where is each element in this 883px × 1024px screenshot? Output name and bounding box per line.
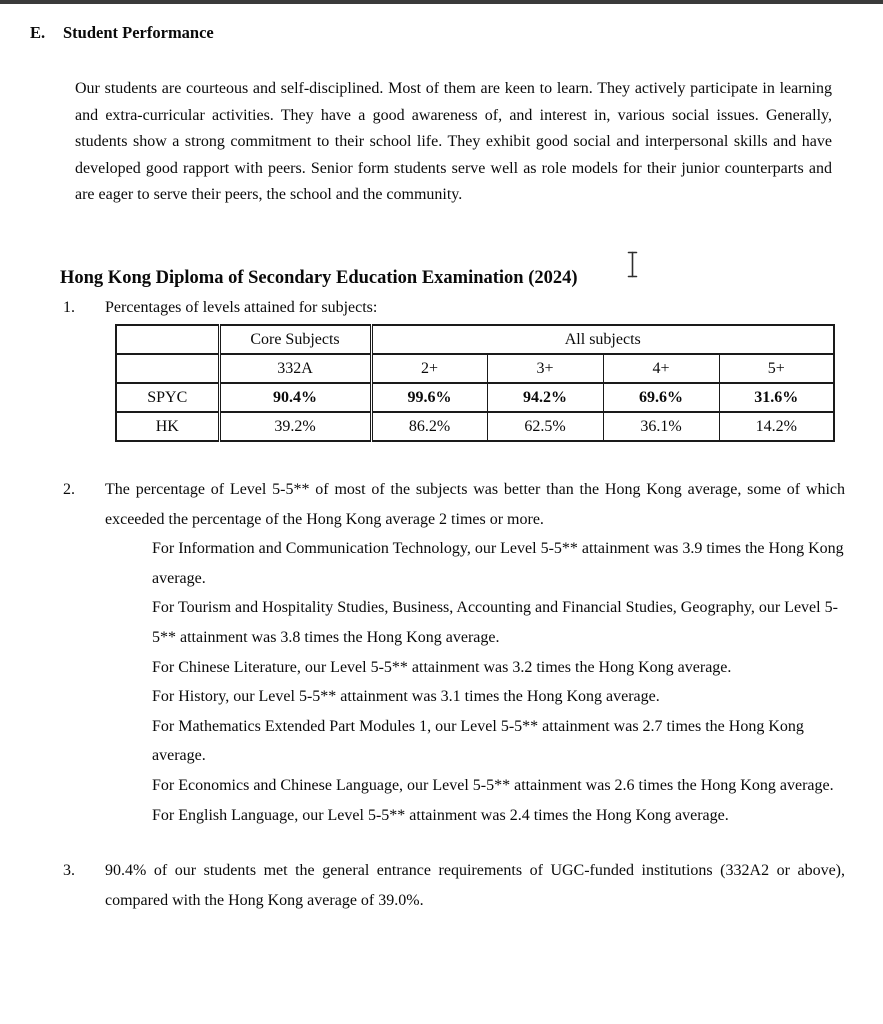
spyc-2plus: 99.6% [371, 383, 487, 412]
table-group-header-row [116, 325, 834, 354]
list-number: 1. [63, 299, 75, 316]
table-row-hk [116, 412, 834, 441]
sub-header-4plus: 4+ [603, 354, 719, 383]
section-heading [30, 22, 883, 44]
list-number: 3. [63, 862, 75, 880]
group-header-all-subjects: All subjects [371, 325, 834, 354]
subject-detail-economics-chinese: For Economics and Chinese Language, our Level 5-5** attainment was 2.6 times the Hong Kong average. [152, 776, 834, 794]
list-item-2 [63, 475, 845, 830]
exam-heading: Hong Kong Diploma of Secondary Education Examination (2024) [60, 268, 578, 288]
subject-detail-history: For History, our Level 5-5** attainment was 3.1 times the Hong Kong average. [152, 688, 660, 706]
hk-5plus: 14.2% [719, 412, 834, 441]
section-title: Student Performance [63, 23, 214, 42]
spyc-3plus: 94.2% [487, 383, 603, 412]
sub-header-3plus: 3+ [487, 354, 603, 383]
spyc-332a: 90.4% [219, 383, 371, 412]
empty-cell [116, 354, 219, 383]
sub-header-2plus: 2+ [371, 354, 487, 383]
results-table [115, 324, 835, 442]
spyc-4plus: 69.6% [603, 383, 719, 412]
spyc-5plus: 31.6% [719, 383, 834, 412]
subject-detail-maths-m1: For Mathematics Extended Part Modules 1, our Level 5-5** attainment was 2.7 times the Hong Kong average. [152, 717, 804, 765]
sub-header-5plus: 5+ [719, 354, 834, 383]
empty-cell [116, 325, 219, 354]
subject-detail-chinese-literature: For Chinese Literature, our Level 5-5** attainment was 3.2 times the Hong Kong average. [152, 658, 732, 676]
hk-2plus: 86.2% [371, 412, 487, 441]
subject-detail-tourism: For Tourism and Hospitality Studies, Business, Accounting and Financial Studies, Geography, our Level 5-5** attainment was 3.8 times the Hong Kong average. [152, 599, 838, 646]
window-top-edge [0, 0, 883, 4]
document-page [0, 22, 883, 915]
hk-4plus: 36.1% [603, 412, 719, 441]
list-number: 2. [63, 481, 75, 498]
sub-header-332a: 332A [219, 354, 371, 383]
list-item-3 [63, 856, 845, 915]
section-label: E. [30, 23, 46, 42]
table-sub-header-row [116, 354, 834, 383]
subject-detail-ict: For Information and Communication Technology, our Level 5-5** attainment was 3.9 times the Hong Kong average. [152, 540, 844, 587]
list-item-text: The percentage of Level 5-5** of most of the subjects was better than the Hong Kong average, some of which exceeded the percentage of the Hong Kong average 2 times or more. [105, 481, 845, 528]
table-row-spyc [116, 383, 834, 412]
intro-paragraph: Our students are courteous and self-disciplined. Most of them are keen to learn. They actively participate in learning and extra-curricular activities. They have a good awareness of, and interest in, various social issues. Generally, students show a strong commitment to their school life. They exhibit good social and interpersonal skills and have developed good rapport with peers. Senior form students serve well as role models for their junior counterparts and are eager to serve their peers, the school and the community. [75, 80, 832, 204]
list-item-1 [63, 295, 845, 321]
list-item-text: Percentages of levels attained for subjects: [105, 299, 378, 316]
hk-3plus: 62.5% [487, 412, 603, 441]
subject-detail-english: For English Language, our Level 5-5** attainment was 2.4 times the Hong Kong average. [152, 806, 729, 824]
row-label: SPYC [116, 383, 219, 412]
row-label: HK [116, 412, 219, 441]
list-item-text: 90.4% of our students met the general entrance requirements of UGC-funded institutions (332A2 or above), compared with the Hong Kong average of 39.0%. [105, 862, 845, 909]
group-header-core-subjects: Core Subjects [219, 325, 371, 354]
hk-332a: 39.2% [219, 412, 371, 441]
